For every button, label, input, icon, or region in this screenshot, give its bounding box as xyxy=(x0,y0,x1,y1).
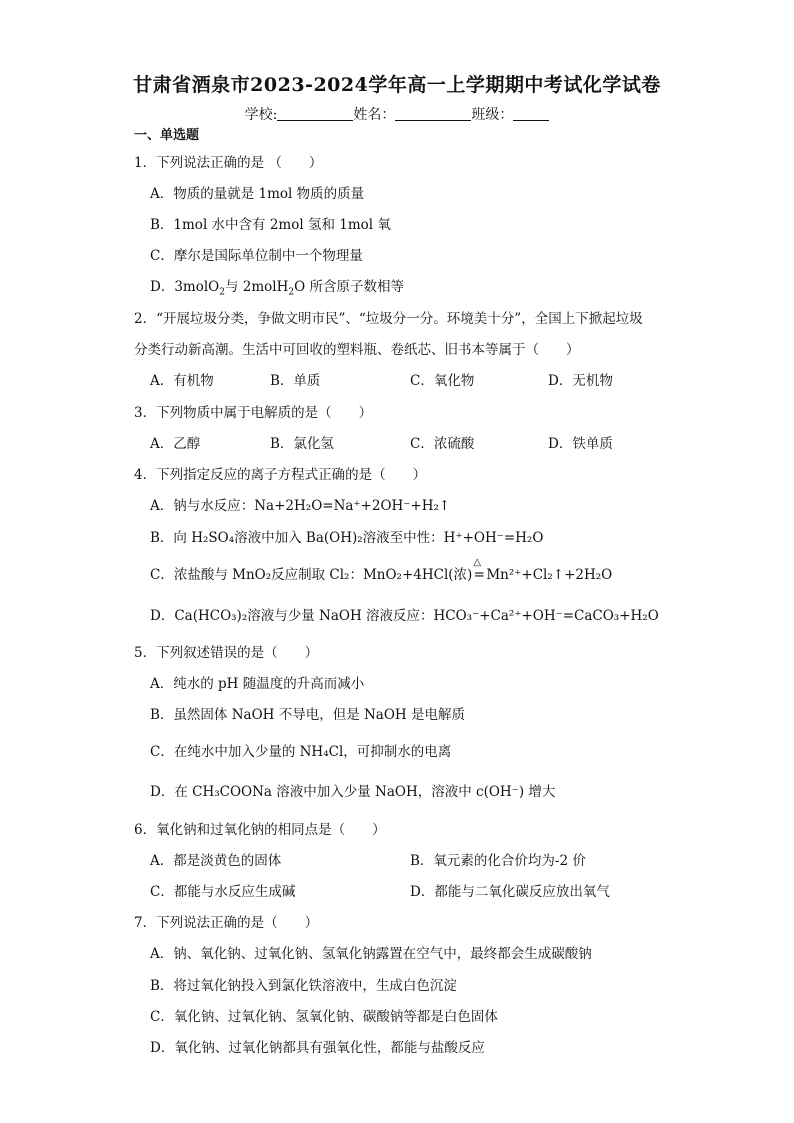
question-7-stem: 7．下列说法正确的是（ ） xyxy=(134,915,319,931)
question-4-stem: 4．下列指定反应的离子方程式正确的是（ ） xyxy=(134,467,427,483)
question-5-option-a: A．纯水的 pH 随温度的升高而减小 xyxy=(150,676,365,692)
name-blank[interactable] xyxy=(395,106,471,121)
question-6-option-a: A．都是淡黄色的固体 xyxy=(150,853,282,869)
question-6-option-d: D．都能与二氧化碳反应放出氧气 xyxy=(410,884,610,900)
question-3-option-d: D．铁单质 xyxy=(548,436,613,452)
question-6-option-c: C．都能与水反应生成碱 xyxy=(150,884,296,900)
question-1-option-b: B．1mol 水中含有 2mol 氢和 1mol 氧 xyxy=(150,217,391,233)
question-2-stem-line1: 2．“开展垃圾分类，争做文明市民”、“垃圾分一分。环境美十分”，全国上下掀起垃圾 xyxy=(134,311,643,327)
question-4-option-b: B．向 H₂SO₄溶液中加入 Ba(OH)₂溶液至中性：H⁺+OH⁻=H₂O xyxy=(150,530,544,546)
school-label: 学校: xyxy=(244,107,278,123)
heating-delta-icon: △ = xyxy=(473,557,485,583)
question-1-option-c: C．摩尔是国际单位制中一个物理量 xyxy=(150,248,363,264)
question-1-option-d: D．3molO$_2$与 2molH$_2$O 所含原子数相等 xyxy=(150,279,404,298)
section-heading: 一、单选题 xyxy=(134,128,200,143)
question-5-option-d: D．在 CH₃COONa 溶液中加入少量 NaOH，溶液中 c(OH⁻) 增大 xyxy=(150,784,556,800)
question-3-option-b: B．氯化氢 xyxy=(270,436,334,452)
question-5-option-c: C．在纯水中加入少量的 NH₄Cl，可抑制水的电离 xyxy=(150,744,452,760)
question-3-option-c: C．浓硫酸 xyxy=(410,436,475,452)
class-blank[interactable] xyxy=(513,106,549,121)
class-label: 班级： xyxy=(471,107,514,123)
question-4-option-c: C．浓盐酸与 MnO₂反应制取 Cl₂：MnO₂+4HCl(浓) △ =Mn²⁺+Cl₂↑+2H₂O xyxy=(150,557,613,583)
question-5-stem: 5．下列叙述错误的是（ ） xyxy=(134,645,319,661)
question-3-option-a: A．乙醇 xyxy=(150,436,201,452)
question-3-stem: 3．下列物质中属于电解质的是（ ） xyxy=(134,405,373,421)
question-4-option-a: A．钠与水反应：Na+2H₂O=Na⁺+2OH⁻+H₂↑ xyxy=(150,498,451,514)
question-6-option-b: B．氧元素的化合价均为-2 价 xyxy=(410,853,586,869)
question-2-option-a: A．有机物 xyxy=(150,373,214,389)
question-1-stem: 1．下列说法正确的是 （ ） xyxy=(134,155,323,171)
question-2-option-b: B．单质 xyxy=(270,373,321,389)
question-7-option-b: B．将过氧化钠投入到氯化铁溶液中，生成白色沉淀 xyxy=(150,978,457,994)
question-7-option-c: C．氧化钠、过氧化钠、氢氧化钠、碳酸钠等都是白色固体 xyxy=(150,1009,498,1025)
question-1-option-a: A．物质的量就是 1mol 物质的质量 xyxy=(150,186,365,202)
question-4-option-d: D．Ca(HCO₃)₂溶液与少量 NaOH 溶液反应：HCO₃⁻+Ca²⁺+OH⁻=CaCO₃+H₂O xyxy=(150,608,659,624)
question-5-option-b: B．虽然固体 NaOH 不导电，但是 NaOH 是电解质 xyxy=(150,707,465,723)
student-info xyxy=(0,104,794,124)
question-7-option-a: A．钠、氧化钠、过氧化钠、氢氧化钠露置在空气中，最终都会生成碳酸钠 xyxy=(150,946,592,962)
question-7-option-d: D．氧化钠、过氧化钠都具有强氧化性，都能与盐酸反应 xyxy=(150,1040,485,1056)
question-2-option-d: D．无机物 xyxy=(548,373,613,389)
question-6-stem: 6．氧化钠和过氧化钠的相同点是（ ） xyxy=(134,822,386,838)
name-label: 姓名： xyxy=(353,107,396,123)
question-2-option-c: C．氧化物 xyxy=(410,373,475,389)
question-2-stem-line2: 分类行动新高潮。生活中可回收的塑料瓶、卷纸芯、旧书本等属于（ ） xyxy=(134,342,580,358)
exam-title: 甘肃省酒泉市2023-2024学年高一上学期期中考试化学试卷 xyxy=(133,74,661,96)
school-blank[interactable] xyxy=(277,106,353,121)
